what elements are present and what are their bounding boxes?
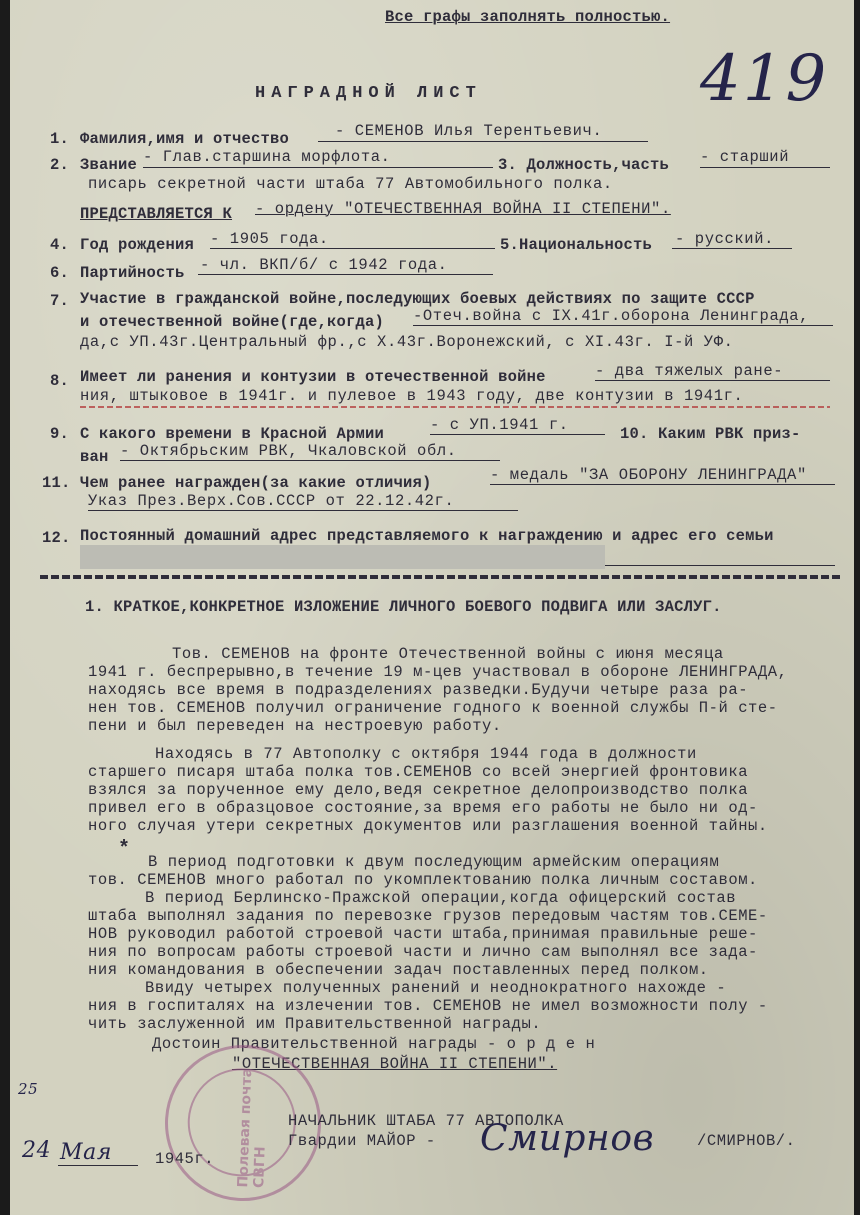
field-4-label: Год рождения bbox=[80, 236, 195, 254]
scan-edge-right bbox=[854, 0, 860, 1215]
handwritten-mark: * bbox=[118, 838, 131, 861]
field-7-value-line2: да,с УП.43г.Центральный фр.,с X.43г.Воронежский, с XI.43г. I-й УФ. bbox=[80, 333, 734, 351]
field-11-value-line2: Указ През.Верх.Сов.СССР от 22.12.42г. bbox=[88, 492, 455, 510]
field-11-label: Чем ранее награжден(за какие отличия) bbox=[80, 474, 432, 492]
field-3-value-cont: писарь секретной части штаба 77 Автомобильного полка. bbox=[88, 175, 613, 193]
field-1-underline bbox=[318, 141, 648, 142]
narrative-line: взялся за порученное ему дело,ведя секретное делопроизводство полка bbox=[88, 781, 749, 799]
narrative-line: штаба выполнял задания по перевозке грузов передовым частям тов.СЕМЕ- bbox=[88, 907, 768, 925]
field-7-label-line2: и отечественной войне(где,когда) bbox=[80, 313, 385, 331]
field-8-value-line2: ния, штыковое в 1941г. и пулевое в 1943 году, две контузии в 1941г. bbox=[80, 387, 744, 405]
field-9-value: - с УП.1941 г. bbox=[430, 416, 569, 434]
field-2-number: 2. bbox=[50, 156, 70, 174]
narrative-line: привел его в образцовое состояние,за время его работы не было ни од- bbox=[88, 799, 758, 817]
field-6-underline bbox=[198, 274, 493, 275]
chief-of-staff-title: НАЧАЛЬНИК ШТАБА 77 АВТОПОЛКА bbox=[288, 1112, 564, 1130]
field-7-value-line1: -Отеч.война с IX.41г.оборона Ленинграда, bbox=[413, 307, 810, 325]
narrative-line: пени и был переведен на нестроевую работу. bbox=[88, 717, 502, 735]
field-7-underline bbox=[413, 325, 833, 326]
field-11-value-line1: - медаль "ЗА ОБОРОНУ ЛЕНИНГРАДА" bbox=[490, 466, 807, 484]
narrative-line: Тов. СЕМЕНОВ на фронте Отечественной войны с июня месяца bbox=[172, 645, 724, 663]
field-8-value-line1: - два тяжелых ране- bbox=[595, 362, 784, 380]
narrative-line: ного случая утери секретных документов или разглашения военной тайны. bbox=[88, 817, 768, 835]
field-2-value: - Глав.старшина морфлота. bbox=[143, 148, 391, 166]
stamp-text: Полевая почта СВГН bbox=[235, 1067, 269, 1189]
handwritten-number: 419 bbox=[700, 42, 829, 116]
field-2-underline bbox=[143, 167, 493, 168]
handwritten-margin-note: 25 bbox=[18, 1080, 39, 1098]
field-2-label: Звание bbox=[80, 156, 138, 174]
narrative-line: В период Берлинско-Пражской операции,когда офицерский состав bbox=[145, 889, 737, 907]
field-11-number: 11. bbox=[42, 474, 71, 492]
field-5-underline bbox=[672, 248, 792, 249]
section-heading: 1. КРАТКОЕ,КОНКРЕТНОЕ ИЗЛОЖЕНИЕ ЛИЧНОГО БОЕВОГО ПОДВИГА ИЛИ ЗАСЛУГ. bbox=[85, 598, 722, 616]
red-pencil-underline bbox=[80, 406, 830, 408]
field-9-underline bbox=[430, 434, 605, 435]
field-10-underline bbox=[120, 460, 500, 461]
narrative-line: НОВ руководил работой строевой части штаба,принимая правильные реше- bbox=[88, 925, 758, 943]
date-underline bbox=[58, 1165, 138, 1166]
document-title: НАГРАДНОЙ ЛИСТ bbox=[255, 84, 482, 103]
presented-value: - ордену "ОТЕЧЕСТВЕННАЯ ВОЙНА II СТЕПЕНИ". bbox=[255, 200, 671, 218]
recommendation-line: Достоин Правительственной награды - о р д е н bbox=[152, 1035, 596, 1053]
field-11-underline bbox=[490, 484, 835, 485]
field-7-number: 7. bbox=[50, 292, 70, 310]
field-6-number: 6. bbox=[50, 264, 70, 282]
field-3-underline bbox=[700, 167, 830, 168]
recommendation-order: "ОТЕЧЕСТВЕННАЯ ВОЙНА II СТЕПЕНИ". bbox=[232, 1055, 558, 1073]
presented-label: ПРЕДСТАВЛЯЕТСЯ К bbox=[80, 205, 233, 223]
field-12-label: Постоянный домашний адрес представляемого к награждению и адрес его семьи bbox=[80, 527, 774, 545]
narrative-line: В период подготовки к двум последующим армейским операциям bbox=[148, 853, 720, 871]
date-day: 24 bbox=[22, 1138, 52, 1163]
narrative-line: Находясь в 77 Автополку с октября 1944 года в должности bbox=[155, 745, 697, 763]
field-1-value: - СЕМЕНОВ Илья Терентьевич. bbox=[335, 122, 603, 140]
field-11-underline-2 bbox=[88, 510, 518, 511]
field-9-label: С какого времени в Красной Армии bbox=[80, 425, 385, 443]
field-3-label: 3. Должность,часть bbox=[498, 156, 670, 174]
narrative-line: ния по вопросам работы строевой части и лично сам выполнял все зада- bbox=[88, 943, 758, 961]
field-9-number: 9. bbox=[50, 425, 70, 443]
field-8-label: Имеет ли ранения и контузии в отечественной войне bbox=[80, 368, 546, 386]
field-7-label-line1: Участие в гражданской войне,последующих боевых действиях по защите СССР bbox=[80, 290, 755, 308]
chief-of-staff-rank: Гвардии МАЙОР - bbox=[288, 1132, 436, 1150]
date-year: 1945г. bbox=[155, 1150, 215, 1168]
field-12-number: 12. bbox=[42, 529, 71, 547]
field-10-value: - Октябрьским РВК, Чкаловской обл. bbox=[120, 442, 457, 460]
handwritten-signature: Смирнов bbox=[480, 1118, 655, 1159]
section-separator bbox=[40, 575, 840, 579]
narrative-line: Ввиду четырех полученных ранений и неоднократного нахожде - bbox=[145, 979, 727, 997]
field-4-number: 4. bbox=[50, 236, 70, 254]
field-5-label: 5.Национальность bbox=[500, 236, 653, 254]
field-1-number: 1. bbox=[50, 130, 70, 148]
field-6-value: - чл. ВКП/б/ с 1942 года. bbox=[200, 256, 448, 274]
field-6-label: Партийность bbox=[80, 264, 185, 282]
field-8-number: 8. bbox=[50, 372, 70, 390]
header-note: Все графы заполнять полностью. bbox=[385, 8, 671, 26]
field-1-label: Фамилия,имя и отчество bbox=[80, 130, 290, 148]
redacted-address bbox=[80, 545, 605, 569]
narrative-line: нен тов. СЕМЕНОВ получил ограничение годного к военной службы П-й сте- bbox=[88, 699, 778, 717]
narrative-line: ния в госпиталях на излечении тов. СЕМЕНОВ не имел возможности полу - bbox=[88, 997, 768, 1015]
field-10-label: 10. Каким РВК приз- bbox=[620, 425, 801, 443]
field-5-value: - русский. bbox=[675, 230, 775, 248]
field-4-underline bbox=[210, 248, 495, 249]
narrative-line: старшего писаря штаба полка тов.СЕМЕНОВ со всей энергией фронтовика bbox=[88, 763, 749, 781]
field-8-underline bbox=[595, 380, 830, 381]
narrative-line: ния командования в обеспечении задач поставленных перед полком. bbox=[88, 961, 709, 979]
field-12-underline bbox=[605, 565, 835, 566]
narrative-line: 1941 г. беспрерывно,в течение 19 м-цев участвовал в обороне ЛЕНИНГРАДА, bbox=[88, 663, 788, 681]
narrative-line: находясь все время в подразделениях разведки.Будучи четыре раза ра- bbox=[88, 681, 749, 699]
field-4-value: - 1905 года. bbox=[210, 230, 329, 248]
signatory-name: /СМИРНОВ/. bbox=[697, 1132, 796, 1150]
narrative-line: тов. СЕМЕНОВ много работал по укомплектованию полка личным составом. bbox=[88, 871, 758, 889]
field-3-value: - старший bbox=[700, 148, 790, 166]
field-10-label-cont: ван bbox=[80, 448, 109, 466]
date-month: Мая bbox=[60, 1140, 113, 1165]
narrative-line: чить заслуженной им Правительственной награды. bbox=[88, 1015, 542, 1033]
scan-edge-left bbox=[0, 0, 10, 1215]
